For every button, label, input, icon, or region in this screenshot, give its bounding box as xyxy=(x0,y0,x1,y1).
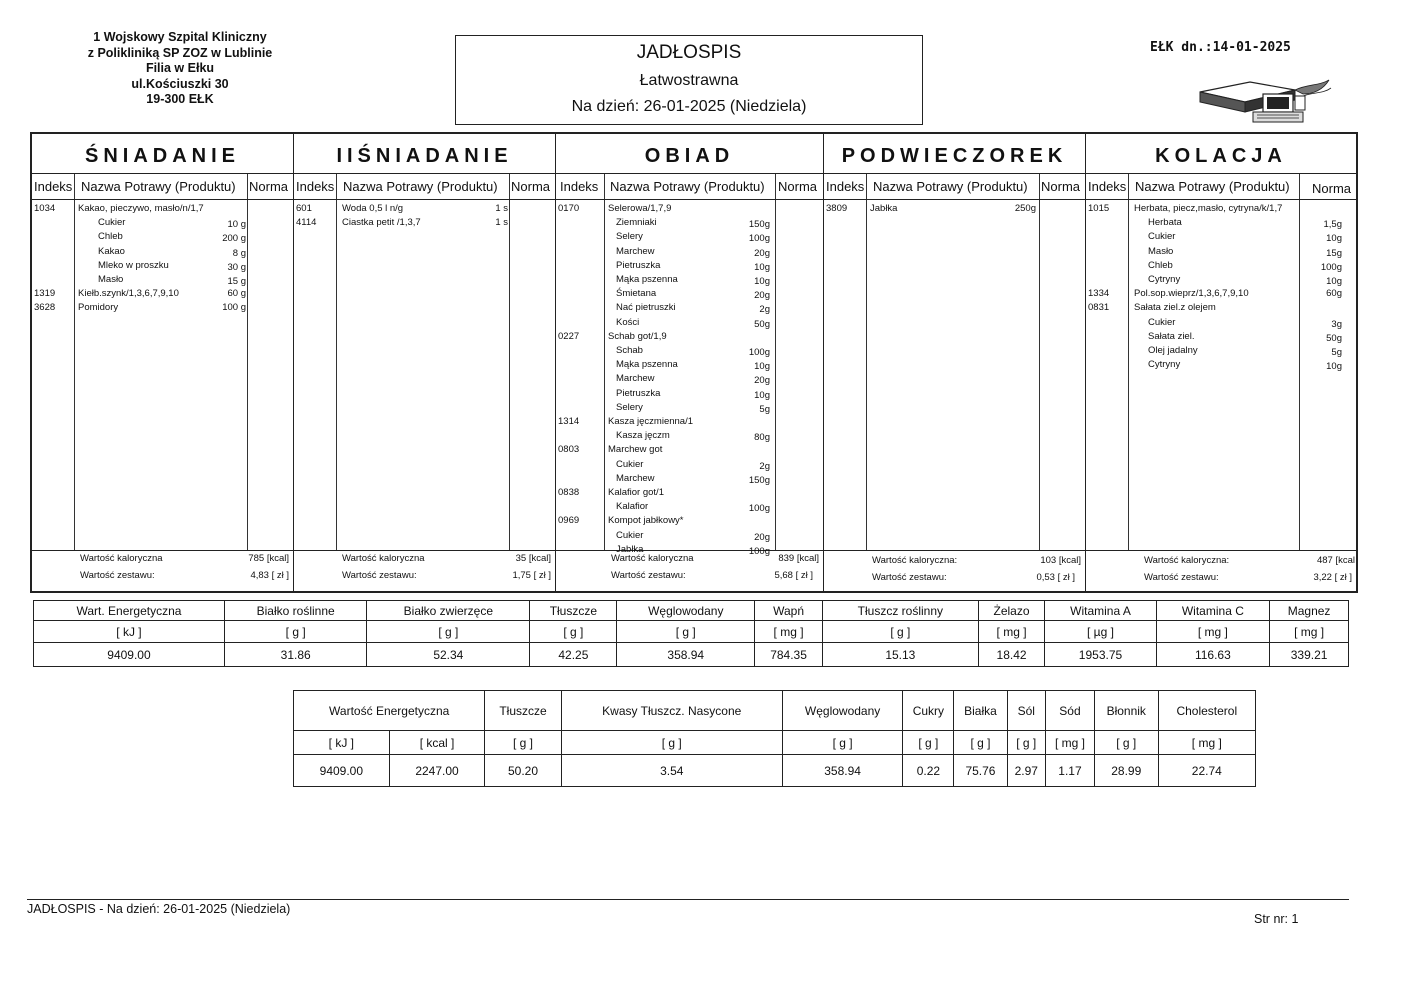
item-norm: 50g xyxy=(754,318,770,330)
column-name: Nazwa Potrawy (Produktu) xyxy=(610,179,765,194)
item-index: 1334 xyxy=(1088,288,1110,300)
nutrient-value: 3.54 xyxy=(561,755,782,787)
nutrient-unit: [ µg ] xyxy=(1045,621,1156,643)
item-name: Chleb xyxy=(1148,259,1173,271)
nutrient-unit: [ kJ ] xyxy=(34,621,225,643)
nutrient-header: Błonnik xyxy=(1094,691,1158,731)
nutrient-unit: [ g ] xyxy=(1007,731,1045,755)
column-header xyxy=(824,174,1085,200)
issue-date: EŁK dn.:14-01-2025 xyxy=(1150,40,1291,55)
item-name: Pietruszka xyxy=(616,259,661,271)
item-name: Cukier xyxy=(1148,231,1176,243)
list-item xyxy=(556,287,823,301)
item-name: Cukier xyxy=(1148,316,1176,328)
column-header xyxy=(32,174,293,200)
column-name: Nazwa Potrawy (Produktu) xyxy=(81,179,236,194)
kcal-label: Wartość kaloryczna: xyxy=(1144,555,1230,566)
item-name: Ciastka petit /1,3,7 xyxy=(342,217,421,229)
item-index: 0170 xyxy=(558,203,580,214)
nutrient-value: 9409.00 xyxy=(294,755,390,787)
hospital-line: Filia w Ełku xyxy=(145,61,215,75)
list-item xyxy=(1086,202,1356,216)
price-value: 4,83 [ zł ] xyxy=(250,570,289,581)
kcal-value: 487 [kcal xyxy=(1316,555,1355,566)
price-value: 5,68 [ zł ] xyxy=(774,570,813,581)
item-name: Marchew xyxy=(616,245,655,257)
column-header xyxy=(556,174,823,200)
list-item xyxy=(556,529,823,543)
item-norm: 1 s xyxy=(495,203,508,214)
list-item xyxy=(556,216,823,230)
item-norm: 20g xyxy=(754,375,770,387)
item-name: Masło xyxy=(98,274,124,285)
diet-name: Łatwostrawna xyxy=(639,72,739,89)
item-norm: 10g xyxy=(1326,361,1342,373)
column-norm: Norma xyxy=(1041,179,1081,194)
nutrient-value: 18.42 xyxy=(978,643,1045,667)
item-name: Woda 0,5 l n/g xyxy=(342,203,404,214)
nutrient-unit: [ mg ] xyxy=(1045,731,1094,755)
nutrient-value: 116.63 xyxy=(1156,643,1270,667)
item-index: 0969 xyxy=(558,515,580,527)
item-name: Cukier xyxy=(616,458,644,470)
list-item xyxy=(824,202,1085,216)
nutrient-unit: [ g ] xyxy=(823,621,979,643)
item-name: Marchew got xyxy=(608,444,663,456)
column-header xyxy=(294,174,555,200)
item-norm: 20g xyxy=(754,247,770,259)
item-name: Cukier xyxy=(98,217,126,229)
item-norm: 5g xyxy=(1331,347,1342,358)
nutrient-value: 358.94 xyxy=(617,643,755,667)
meal-summary xyxy=(294,551,555,589)
item-name: Pomidory xyxy=(78,302,119,314)
item-name: Kasza jęczm xyxy=(616,430,670,442)
column-name: Nazwa Potrawy (Produktu) xyxy=(873,179,1028,194)
nutrient-unit: [ mg ] xyxy=(1156,621,1270,643)
laptop-books-icon xyxy=(1195,70,1335,130)
list-item xyxy=(294,216,555,230)
nutrient-unit: [ kcal ] xyxy=(389,731,485,755)
nutrient-header: Białka xyxy=(954,691,1007,731)
nutrient-header: Wapń xyxy=(755,601,823,621)
item-norm: 10 g xyxy=(227,219,246,231)
menu-table xyxy=(30,132,1358,593)
hospital-line: 1 Wojskowy Szpital Kliniczny xyxy=(93,30,267,44)
hospital-line: ul.Kościuszki 30 xyxy=(131,76,229,91)
meal-dinner xyxy=(1086,134,1356,591)
item-norm: 1 s xyxy=(495,217,508,229)
meal-second-breakfast xyxy=(294,134,556,591)
item-name: Kalafior got/1 xyxy=(608,487,664,498)
item-norm: 150g xyxy=(748,219,770,231)
nutrient-value: 358.94 xyxy=(782,755,903,787)
title-box xyxy=(455,35,923,125)
column-norm: Norma xyxy=(778,179,818,194)
nutrient-value: 22.74 xyxy=(1158,755,1255,787)
kcal-value: 785 [kcal] xyxy=(248,553,289,564)
nutrient-unit: [ g ] xyxy=(782,731,903,755)
list-item xyxy=(556,486,823,500)
list-item xyxy=(556,372,823,386)
list-item xyxy=(556,401,823,415)
column-name: Nazwa Potrawy (Produktu) xyxy=(343,179,498,194)
item-index: 0227 xyxy=(558,330,580,342)
item-name: Kakao, pieczywo, masło/n/1,7 xyxy=(78,203,204,214)
item-name: Selery xyxy=(616,231,643,243)
nutrient-value: 15.13 xyxy=(823,643,979,667)
nutrient-value: 50.20 xyxy=(485,755,561,787)
nutrient-value: 31.86 xyxy=(224,643,366,667)
list-item xyxy=(1086,330,1356,344)
item-name: Herbata, piecz,masło, cytryna/k/1,7 xyxy=(1134,203,1283,214)
list-item xyxy=(32,230,293,244)
list-item xyxy=(556,415,823,429)
item-norm: 15g xyxy=(1326,247,1342,259)
item-name: Olej jadalny xyxy=(1148,345,1198,356)
nutrient-unit: [ g ] xyxy=(954,731,1007,755)
item-name: Selerowa/1,7,9 xyxy=(608,203,672,214)
item-norm: 8 g xyxy=(232,247,246,259)
item-norm: 1,5g xyxy=(1323,219,1342,231)
item-name: Kakao xyxy=(98,245,125,257)
nutrient-header: Białko roślinne xyxy=(224,601,366,621)
nutrient-header: Węglowodany xyxy=(782,691,903,731)
list-item xyxy=(32,259,293,273)
list-item xyxy=(1086,259,1356,273)
meal-items xyxy=(32,200,293,551)
meal-title: PODWIECZOREK xyxy=(824,134,1085,174)
nutrient-unit: [ mg ] xyxy=(1270,621,1349,643)
meal-items xyxy=(556,200,823,557)
nutrient-header: Witamina A xyxy=(1045,601,1156,621)
nutrient-value: 1.17 xyxy=(1045,755,1094,787)
price-value: 1,75 [ zł ] xyxy=(512,570,551,581)
item-norm: 10g xyxy=(754,261,770,273)
item-norm: 100g xyxy=(748,233,770,245)
item-index: 3809 xyxy=(826,203,848,214)
item-index: 0838 xyxy=(558,487,580,498)
item-name: Kasza jęczmienna/1 xyxy=(608,416,694,427)
nutrient-header: Tłuszcze xyxy=(485,691,561,731)
item-norm: 80g xyxy=(754,432,770,444)
nutrient-header: Węglowodany xyxy=(617,601,755,621)
hospital-line: 19-300 EŁK xyxy=(146,92,214,106)
item-index: 0831 xyxy=(1088,302,1110,314)
item-name: Jabłka xyxy=(870,203,898,214)
list-item xyxy=(556,245,823,259)
item-name: Nać pietruszki xyxy=(616,302,676,314)
nutrient-unit: [ g ] xyxy=(617,621,755,643)
item-norm: 100 g xyxy=(222,302,246,314)
column-name: Nazwa Potrawy (Produktu) xyxy=(1135,179,1290,194)
nutrient-value: 9409.00 xyxy=(34,643,225,667)
price-value: 0,53 [ zł ] xyxy=(1036,572,1075,583)
footer-divider xyxy=(27,899,1349,900)
kcal-value: 35 [kcal] xyxy=(515,553,551,564)
meal-summary xyxy=(556,551,823,589)
item-norm: 60g xyxy=(1326,288,1342,300)
column-index: Indeks xyxy=(34,179,73,194)
item-name: Mąka pszenna xyxy=(616,359,678,371)
item-name: Kiełb.szynk/1,3,6,7,9,10 xyxy=(78,288,179,300)
item-name: Herbata xyxy=(1148,217,1182,229)
meal-title: IIŚNIADANIE xyxy=(294,134,555,174)
list-item xyxy=(556,330,823,344)
list-item xyxy=(32,301,293,315)
list-item xyxy=(32,245,293,259)
nutrient-header: Cholesterol xyxy=(1158,691,1255,731)
list-item xyxy=(556,259,823,273)
price-label: Wartość zestawu: xyxy=(611,570,686,581)
item-name: Marchew xyxy=(616,373,655,385)
meal-summary xyxy=(824,551,1085,589)
meal-summary xyxy=(32,551,293,589)
list-item xyxy=(556,500,823,514)
item-norm: 2g xyxy=(759,460,770,472)
item-name: Chleb xyxy=(98,231,123,243)
nutrient-unit: [ g ] xyxy=(1094,731,1158,755)
item-norm: 150g xyxy=(748,474,770,486)
item-index: 1314 xyxy=(558,416,580,427)
column-index: Indeks xyxy=(1088,179,1127,194)
item-name: Marchew xyxy=(616,472,655,484)
item-name: Mąka pszenna xyxy=(616,274,678,285)
kcal-value: 839 [kcal] xyxy=(778,553,819,564)
item-name: Jabłka xyxy=(616,543,644,555)
price-label: Wartość zestawu: xyxy=(80,570,155,581)
list-item xyxy=(556,458,823,472)
item-norm: 10g xyxy=(754,361,770,373)
nutrient-header: Żelazo xyxy=(978,601,1045,621)
column-index: Indeks xyxy=(560,179,599,194)
list-item xyxy=(556,344,823,358)
footer-text: JADŁOSPIS - Na dzień: 26-01-2025 (Niedziela) xyxy=(27,902,291,916)
list-item xyxy=(556,472,823,486)
meal-title: OBIAD xyxy=(556,134,823,174)
nutrition-table-1 xyxy=(33,600,1349,667)
item-name: Masło xyxy=(1148,245,1174,257)
list-item xyxy=(556,358,823,372)
item-norm: 20g xyxy=(754,531,770,543)
list-item xyxy=(556,301,823,315)
meal-breakfast xyxy=(32,134,294,591)
list-item xyxy=(1086,301,1356,315)
column-norm: Norma xyxy=(511,179,551,194)
item-norm: 30 g xyxy=(227,261,246,273)
nutrient-value: 2.97 xyxy=(1007,755,1045,787)
list-item xyxy=(32,287,293,301)
item-norm: 250g xyxy=(1014,203,1036,214)
item-name: Mleko w proszku xyxy=(98,259,169,271)
hospital-line: z Polikliniką SP ZOZ w Lublinie xyxy=(87,45,273,60)
price-label: Wartość zestawu: xyxy=(1144,572,1219,583)
list-item xyxy=(32,202,293,216)
nutrient-value: 52.34 xyxy=(367,643,530,667)
nutrient-value: 339.21 xyxy=(1270,643,1349,667)
list-item xyxy=(294,202,555,216)
item-name: Schab xyxy=(616,345,643,356)
nutrient-value: 75.76 xyxy=(954,755,1007,787)
nutrient-header: Wartość Energetyczna xyxy=(294,691,485,731)
column-index: Indeks xyxy=(826,179,865,194)
meal-title: KOLACJA xyxy=(1086,134,1356,174)
meal-items xyxy=(1086,200,1356,551)
item-norm: 10g xyxy=(754,276,770,287)
list-item xyxy=(556,316,823,330)
list-item xyxy=(1086,344,1356,358)
price-label: Wartość zestawu: xyxy=(342,570,417,581)
list-item xyxy=(556,514,823,528)
item-index: 1034 xyxy=(34,203,56,214)
nutrient-unit: [ mg ] xyxy=(1158,731,1255,755)
nutrient-header: Cukry xyxy=(903,691,954,731)
page-number: Str nr: 1 xyxy=(1254,912,1299,926)
list-item xyxy=(1086,230,1356,244)
kcal-label: Wartość kaloryczna xyxy=(342,553,425,564)
item-name: Pol.sop.wieprz/1,3,6,7,9,10 xyxy=(1134,288,1249,300)
nutrient-header: Tłuszcze xyxy=(530,601,617,621)
item-norm: 100g xyxy=(748,347,770,358)
column-norm: Norma xyxy=(249,179,289,194)
list-item xyxy=(556,443,823,457)
menu-date: Na dzień: 26-01-2025 (Niedziela) xyxy=(571,98,807,115)
nutrient-header: Tłuszcz roślinny xyxy=(823,601,979,621)
meal-items xyxy=(294,200,555,551)
nutrition-table-2 xyxy=(293,690,1256,787)
nutrient-unit: [ mg ] xyxy=(755,621,823,643)
nutrient-unit: [ g ] xyxy=(224,621,366,643)
meal-title: ŚNIADANIE xyxy=(32,134,293,174)
list-item xyxy=(1086,216,1356,230)
item-norm: 3g xyxy=(1331,318,1342,330)
item-norm: 10g xyxy=(1326,233,1342,245)
nutrient-header: Sód xyxy=(1045,691,1094,731)
item-index: 601 xyxy=(296,203,312,214)
item-norm: 2g xyxy=(759,304,770,316)
item-norm: 20g xyxy=(754,290,770,302)
meal-items xyxy=(824,200,1085,551)
item-name: Sałata ziel. xyxy=(1148,330,1195,342)
nutrient-unit: [ g ] xyxy=(367,621,530,643)
kcal-label: Wartość kaloryczna xyxy=(611,553,694,564)
nutrient-unit: [ g ] xyxy=(530,621,617,643)
nutrient-unit: [ g ] xyxy=(561,731,782,755)
nutrient-value: 2247.00 xyxy=(389,755,485,787)
item-norm: 100g xyxy=(748,545,770,557)
nutrient-unit: [ g ] xyxy=(485,731,561,755)
item-index: 0803 xyxy=(558,444,580,456)
item-name: Ziemniaki xyxy=(616,217,657,229)
item-index: 1015 xyxy=(1088,203,1110,214)
kcal-label: Wartość kaloryczna xyxy=(80,553,163,564)
list-item xyxy=(32,216,293,230)
item-name: Kości xyxy=(616,316,640,328)
nutrient-header: Białko zwierzęce xyxy=(367,601,530,621)
meal-summary xyxy=(1086,551,1356,589)
item-norm: 200 g xyxy=(222,233,246,245)
meal-lunch xyxy=(556,134,824,591)
item-name: Cukier xyxy=(616,529,644,541)
nutrient-header: Kwasy Tłuszcz. Nasycone xyxy=(561,691,782,731)
nutrient-value: 42.25 xyxy=(530,643,617,667)
nutrient-value: 1953.75 xyxy=(1045,643,1156,667)
nutrient-header: Sól xyxy=(1007,691,1045,731)
item-norm: 50g xyxy=(1326,332,1342,344)
item-name: Schab got/1,9 xyxy=(608,330,667,342)
item-norm: 100g xyxy=(748,503,770,515)
item-name: Sałata ziel.z olejem xyxy=(1134,302,1216,314)
item-norm: 10g xyxy=(1326,276,1342,287)
column-norm: Norma xyxy=(1312,181,1352,196)
item-index: 3628 xyxy=(34,302,56,314)
price-label: Wartość zestawu: xyxy=(872,572,947,583)
item-name: Kompot jabłkowy* xyxy=(608,515,684,527)
list-item xyxy=(1086,287,1356,301)
nutrient-value: 784.35 xyxy=(755,643,823,667)
item-index: 4114 xyxy=(296,217,317,229)
column-index: Indeks xyxy=(296,179,335,194)
kcal-value: 103 [kcal] xyxy=(1040,555,1081,566)
list-item xyxy=(1086,273,1356,287)
column-header xyxy=(1086,174,1356,200)
item-name: Cytryny xyxy=(1148,359,1181,371)
item-norm: 60 g xyxy=(227,288,246,300)
nutrient-header: Wart. Energetyczna xyxy=(34,601,225,621)
nutrient-unit: [ g ] xyxy=(903,731,954,755)
item-norm: 15 g xyxy=(227,276,246,287)
document-title: JADŁOSPIS xyxy=(636,42,742,63)
list-item xyxy=(556,429,823,443)
list-item xyxy=(556,387,823,401)
item-name: Śmietana xyxy=(616,288,657,300)
list-item xyxy=(32,273,293,287)
item-norm: 100g xyxy=(1320,261,1342,273)
nutrient-value: 28.99 xyxy=(1094,755,1158,787)
price-value: 3,22 [ zł ] xyxy=(1313,572,1352,583)
nutrient-unit: [ kJ ] xyxy=(294,731,390,755)
list-item xyxy=(556,230,823,244)
list-item xyxy=(1086,358,1356,372)
item-name: Cytryny xyxy=(1148,274,1181,285)
list-item xyxy=(1086,316,1356,330)
item-name: Kalafior xyxy=(616,501,649,513)
meal-afternoon-snack xyxy=(824,134,1086,591)
item-name: Pietruszka xyxy=(616,387,661,399)
hospital-address xyxy=(60,30,300,108)
list-item xyxy=(556,202,823,216)
kcal-label: Wartość kaloryczna: xyxy=(872,555,958,566)
nutrient-header: Magnez xyxy=(1270,601,1349,621)
nutrient-value: 0.22 xyxy=(903,755,954,787)
nutrient-header: Witamina C xyxy=(1156,601,1270,621)
list-item xyxy=(1086,245,1356,259)
item-norm: 5g xyxy=(759,403,770,415)
item-name: Selery xyxy=(616,401,643,413)
list-item xyxy=(556,273,823,287)
nutrient-unit: [ mg ] xyxy=(978,621,1045,643)
item-norm: 10g xyxy=(754,389,770,401)
item-index: 1319 xyxy=(34,288,56,300)
